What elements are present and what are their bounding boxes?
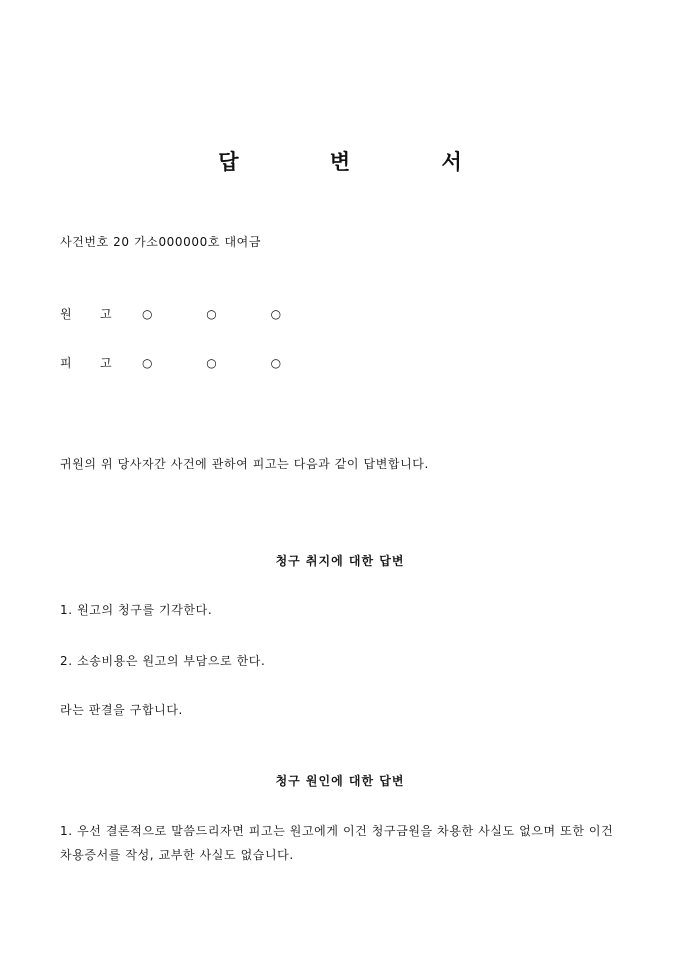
- claim-cause-heading: 청구 원인에 대한 답변: [275, 774, 405, 788]
- plaintiff-role-char-1: 원: [60, 307, 72, 321]
- defendant-role-char-1: 피: [60, 356, 72, 370]
- defendant-line: [60, 354, 306, 371]
- claim-purpose-heading: 청구 취지에 대한 답변: [275, 554, 405, 568]
- plaintiff-role-char-2: 고: [100, 307, 112, 321]
- claim-cause-paragraph-1: 1. 우선 결론적으로 말씀드리자면 피고는 원고에게 이건 청구금원을 차용한 사실도 없으며 또한 이건 차용증서를 작성, 교부한 사실도 없습니다.: [60, 824, 614, 862]
- claim-purpose-item-2: 2. 소송비용은 원고의 부담으로 한다.: [60, 654, 266, 668]
- defendant-role-char-2: 고: [100, 356, 112, 370]
- claim-purpose-item-1: 1. 원고의 청구를 기각한다.: [60, 603, 213, 617]
- intro-statement: 귀원의 위 당사자간 사건에 관하여 피고는 다음과 같이 답변합니다.: [60, 457, 429, 471]
- document-title: 답 변 서: [218, 149, 504, 174]
- plaintiff-line: [60, 305, 306, 322]
- defendant-name: ○ ○ ○: [142, 356, 307, 370]
- claim-purpose-closing: 라는 판결을 구합니다.: [60, 703, 183, 717]
- case-number-line: 사건번호 20 가소000000호 대여금: [60, 235, 262, 249]
- plaintiff-name: ○ ○ ○: [142, 307, 307, 321]
